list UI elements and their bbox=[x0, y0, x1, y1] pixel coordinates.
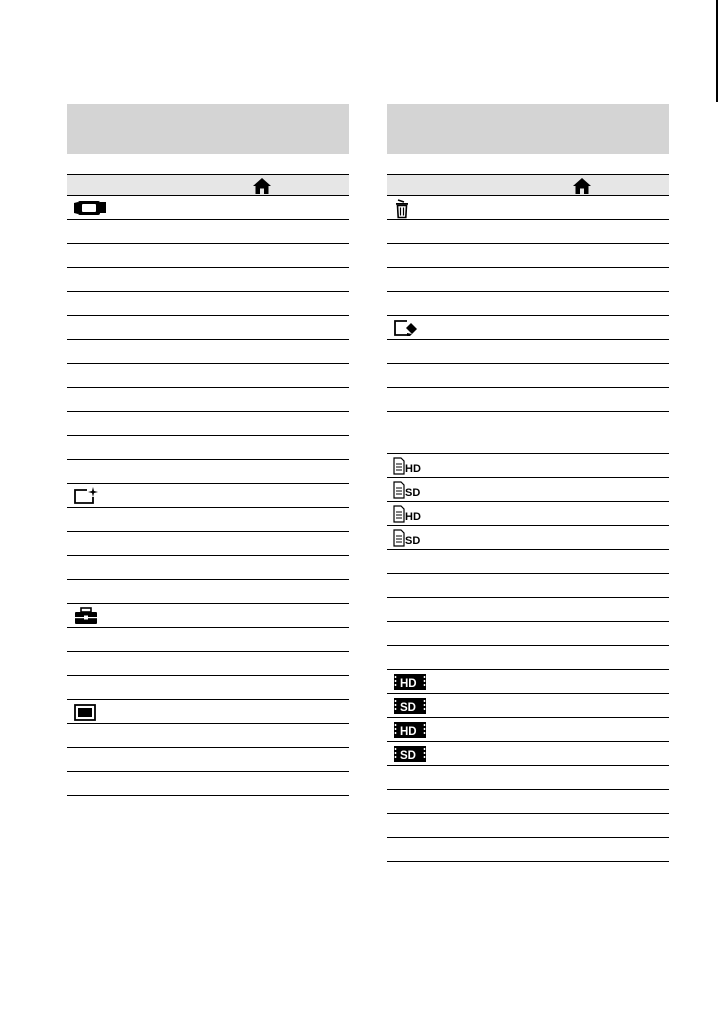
film-hd-icon bbox=[393, 721, 427, 739]
playlist-hd-icon bbox=[393, 505, 427, 523]
table-row bbox=[67, 532, 349, 556]
table-row bbox=[387, 196, 669, 220]
edit-image-icon bbox=[393, 319, 421, 337]
table-row bbox=[67, 292, 349, 316]
toolbox-icon bbox=[73, 607, 99, 625]
table-row bbox=[387, 766, 669, 790]
left-title-box bbox=[67, 104, 349, 154]
film-sd-icon bbox=[393, 745, 427, 763]
movie-camera-icon bbox=[73, 199, 107, 217]
svg-text:SD: SD bbox=[405, 487, 421, 499]
home-icon bbox=[573, 178, 591, 194]
photo-sparkle-icon bbox=[73, 487, 99, 505]
svg-text:HD: HD bbox=[405, 463, 421, 475]
table-row bbox=[67, 508, 349, 532]
table-row bbox=[387, 478, 669, 502]
table-row bbox=[387, 694, 669, 718]
left-menu-table bbox=[67, 104, 349, 796]
table-row bbox=[387, 292, 669, 316]
table-row bbox=[387, 502, 669, 526]
right-title-box bbox=[387, 104, 669, 154]
table-row bbox=[387, 838, 669, 862]
table-row bbox=[67, 316, 349, 340]
right-rows bbox=[387, 196, 669, 862]
svg-text:SD: SD bbox=[405, 535, 421, 547]
table-row bbox=[387, 718, 669, 742]
table-row bbox=[387, 814, 669, 838]
table-row bbox=[67, 556, 349, 580]
table-row bbox=[387, 268, 669, 292]
table-row bbox=[387, 412, 669, 454]
page-edge-tab bbox=[716, 0, 718, 102]
table-row bbox=[67, 748, 349, 772]
table-row bbox=[67, 268, 349, 292]
svg-text:HD: HD bbox=[400, 726, 417, 738]
svg-text:SD: SD bbox=[400, 750, 416, 762]
table-row bbox=[67, 460, 349, 484]
table-row bbox=[67, 724, 349, 748]
table-row bbox=[387, 790, 669, 814]
table-row bbox=[67, 196, 349, 220]
right-table-header bbox=[387, 174, 669, 196]
svg-text:HD: HD bbox=[405, 511, 421, 523]
table-row bbox=[67, 436, 349, 460]
table-row bbox=[387, 670, 669, 694]
svg-text:HD: HD bbox=[400, 678, 417, 690]
table-row bbox=[387, 526, 669, 550]
table-row bbox=[387, 244, 669, 268]
film-hd-icon bbox=[393, 673, 427, 691]
table-row bbox=[67, 676, 349, 700]
table-row bbox=[387, 340, 669, 364]
svg-text:SD: SD bbox=[400, 702, 416, 714]
table-row bbox=[67, 244, 349, 268]
table-row bbox=[67, 484, 349, 508]
table-row bbox=[387, 220, 669, 244]
trash-icon bbox=[393, 199, 411, 217]
playlist-sd-icon bbox=[393, 481, 427, 499]
home-icon bbox=[253, 178, 271, 194]
film-sd-icon bbox=[393, 697, 427, 715]
table-row bbox=[67, 628, 349, 652]
table-row bbox=[67, 772, 349, 796]
table-row bbox=[67, 388, 349, 412]
table-row bbox=[67, 700, 349, 724]
table-row bbox=[387, 742, 669, 766]
display-frame-icon bbox=[73, 703, 97, 721]
left-rows bbox=[67, 196, 349, 796]
table-row bbox=[67, 340, 349, 364]
table-row bbox=[67, 652, 349, 676]
table-row bbox=[387, 364, 669, 388]
playlist-sd-icon bbox=[393, 529, 427, 547]
playlist-hd-icon bbox=[393, 457, 427, 475]
table-row bbox=[387, 454, 669, 478]
table-row bbox=[67, 220, 349, 244]
right-menu-table bbox=[387, 104, 669, 862]
table-row bbox=[387, 622, 669, 646]
table-row bbox=[67, 412, 349, 436]
table-row bbox=[67, 604, 349, 628]
table-row bbox=[387, 646, 669, 670]
table-row bbox=[387, 598, 669, 622]
table-row bbox=[387, 550, 669, 574]
table-row bbox=[67, 580, 349, 604]
left-table-header bbox=[67, 174, 349, 196]
table-row bbox=[387, 316, 669, 340]
table-row bbox=[67, 364, 349, 388]
table-row bbox=[387, 574, 669, 598]
table-row bbox=[387, 388, 669, 412]
